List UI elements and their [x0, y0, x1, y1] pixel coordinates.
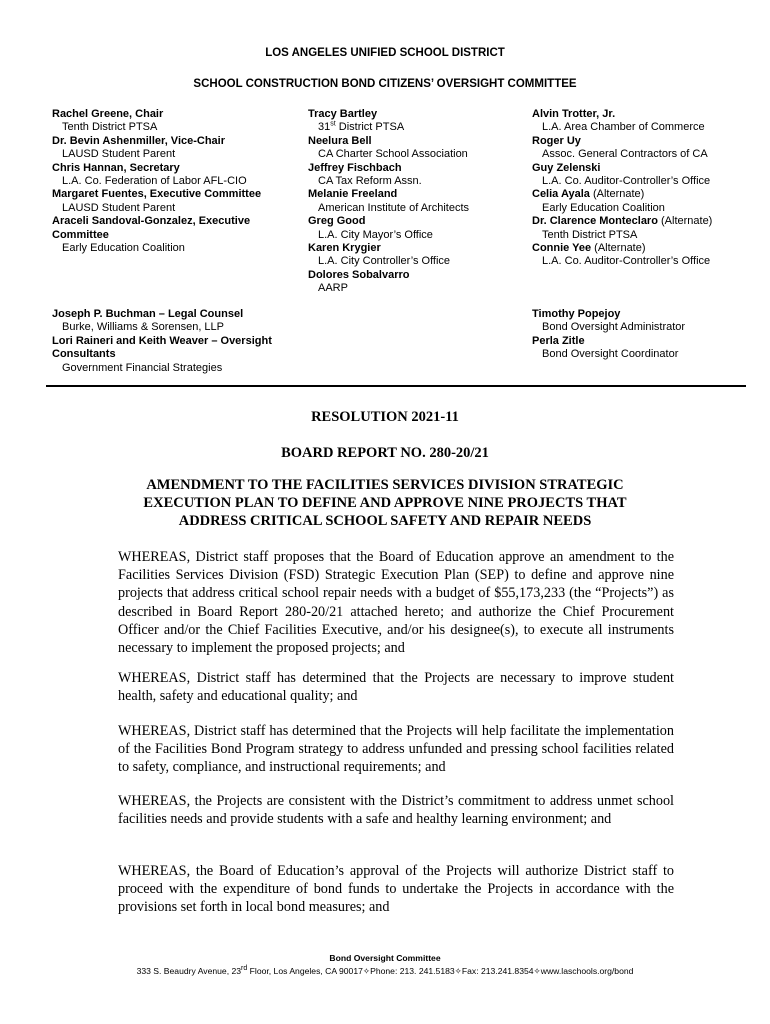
- header-divider: [46, 385, 746, 387]
- staff-name: Lori Raineri and Keith Weaver – Oversight: [52, 334, 272, 347]
- member-org: [308, 121, 528, 134]
- member-org: CA Charter School Association: [318, 148, 468, 161]
- member-org: L.A. Area Chamber of Commerce: [542, 121, 705, 134]
- member-org: Early Education Coalition: [62, 242, 185, 255]
- member-name-text: Connie Yee: [532, 242, 592, 255]
- member-org: L.A. Co. Federation of Labor AFL-CIO: [62, 175, 247, 188]
- staff-org: Government Financial Strategies: [62, 361, 223, 374]
- member-name: [532, 215, 757, 228]
- member-name: Greg Good: [308, 215, 366, 228]
- member-name: Dolores Sobalvarro: [308, 268, 410, 281]
- footer-floor-ordinal: rd: [241, 965, 248, 973]
- member-name-cont: Committee: [52, 228, 109, 241]
- staff-name: Perla Zitle: [532, 334, 585, 347]
- member-org: American Institute of Architects: [318, 201, 470, 214]
- member-org: L.A. City Mayor’s Office: [318, 228, 433, 241]
- member-name: Guy Zelenski: [532, 161, 601, 174]
- staff-name: Joseph P. Buchman – Legal Counsel: [52, 308, 244, 320]
- member-org: L.A. Co. Auditor-Controller’s Office: [542, 175, 711, 188]
- member-org: Assoc. General Contractors of CA: [542, 148, 708, 161]
- footer-address-pre: 333 S. Beaudry Avenue, 23: [136, 966, 242, 976]
- members-column-3: [532, 108, 757, 269]
- title-line: EXECUTION PLAN TO DEFINE AND APPROVE NINE PROJECTS THAT: [143, 495, 627, 511]
- whereas-paragraph-3: WHEREAS, District staff has determined that the Projects will help facilitate the implementation of the Facilities Bond Program strategy to address unfunded and pressing school facilities related to safety, compliance, and instructional requirements; and: [118, 723, 674, 776]
- member-name: Araceli Sandoval-Gonzalez, Executive: [52, 215, 251, 228]
- footer-address: [0, 966, 770, 977]
- member-name: Jeffrey Fischbach: [308, 161, 402, 174]
- member-name-text: Celia Ayala: [532, 188, 590, 201]
- committee-name: SCHOOL CONSTRUCTION BOND CITIZENS’ OVERSIGHT COMMITTEE: [193, 78, 577, 90]
- member-org: LAUSD Student Parent: [62, 201, 176, 214]
- staff-name-cont: Consultants: [52, 348, 116, 361]
- staff-right: [532, 308, 757, 362]
- whereas-paragraph-4: WHEREAS, the Projects are consistent with the District’s commitment to address unmet school facilities needs and provide students with a safe and healthy learning environment; and: [118, 793, 674, 828]
- org-number: 31: [318, 121, 331, 134]
- whereas-paragraph-5: WHEREAS, the Board of Education’s approval of the Projects will authorize District staff to proceed with the expenditure of bond funds to undertake the Projects in accordance with the provisions set forth in local bond measures; and: [118, 863, 674, 916]
- member-org: Early Education Coalition: [542, 201, 665, 214]
- alternate-label: (Alternate): [657, 215, 713, 228]
- org-ordinal: st: [330, 120, 336, 128]
- district-name: LOS ANGELES UNIFIED SCHOOL DISTRICT: [265, 47, 505, 59]
- org-rest: District PTSA: [335, 121, 405, 134]
- resolution-title: [100, 476, 670, 530]
- member-org: L.A. Co. Auditor-Controller’s Office: [542, 255, 711, 268]
- member-name: Tracy Bartley: [308, 108, 378, 120]
- footer-title: Bond Oversight Committee: [329, 953, 441, 963]
- member-name: Melanie Freeland: [308, 188, 398, 201]
- members-column-1: [52, 108, 292, 255]
- title-line: ADDRESS CRITICAL SCHOOL SAFETY AND REPAIR NEEDS: [178, 513, 592, 529]
- members-column-2: [308, 108, 528, 296]
- member-org: L.A. City Controller’s Office: [318, 255, 451, 268]
- staff-name: Timothy Popejoy: [532, 308, 621, 320]
- footer-address-post: Floor, Los Angeles, CA 90017✧Phone: 213. 241.5183✧Fax: 213.241.8354✧www.laschools.org/bond: [247, 966, 634, 976]
- alternate-label: (Alternate): [591, 242, 646, 255]
- member-org: Tenth District PTSA: [62, 121, 158, 134]
- resolution-number: RESOLUTION 2021-11: [311, 409, 459, 425]
- board-report-number: BOARD REPORT NO. 280-20/21: [281, 445, 489, 461]
- staff-org: Bond Oversight Administrator: [542, 321, 686, 334]
- member-name: Dr. Bevin Ashenmiller, Vice-Chair: [52, 134, 226, 147]
- whereas-paragraph-2: WHEREAS, District staff has determined that the Projects are necessary to improve student health, safety and educational quality; and: [118, 670, 674, 705]
- staff-org: Burke, Williams & Sorensen, LLP: [62, 321, 225, 334]
- title-line: AMENDMENT TO THE FACILITIES SERVICES DIVISION STRATEGIC: [146, 477, 624, 493]
- alternate-label: (Alternate): [589, 188, 645, 201]
- member-name: Roger Uy: [532, 134, 581, 147]
- member-name: Karen Krygier: [308, 242, 381, 255]
- member-org: AARP: [318, 282, 348, 295]
- whereas-paragraph-1: WHEREAS, District staff proposes that the Board of Education approve an amendment to the Facilities Services Division (FSD) Strategic Execution Plan (SEP) to define and approve nine projects that address critical school repair needs with a budget of $55,173,233 (the “Projects”) as described in Board Report 280-20/21 attached hereto; and authorize the Chief Procurement Officer and/or the Chief Facilities Executive, and/or his designee(s), to execute all instruments necessary to implement the proposed projects; and: [118, 549, 674, 657]
- staff-org: Bond Oversight Coordinator: [542, 348, 679, 361]
- member-name: Rachel Greene, Chair: [52, 108, 164, 120]
- member-name: [532, 188, 757, 201]
- member-name: Margaret Fuentes, Executive Committee: [52, 188, 262, 201]
- member-name: Chris Hannan, Secretary: [52, 161, 180, 174]
- member-org: Tenth District PTSA: [542, 228, 638, 241]
- staff-left: [52, 308, 302, 375]
- member-name-text: Dr. Clarence Monteclaro: [532, 215, 658, 228]
- member-org: CA Tax Reform Assn.: [318, 175, 422, 188]
- member-name: Alvin Trotter, Jr.: [532, 108, 616, 120]
- member-name: Neelura Bell: [308, 134, 372, 147]
- member-name: [532, 242, 757, 255]
- member-org: LAUSD Student Parent: [62, 148, 176, 161]
